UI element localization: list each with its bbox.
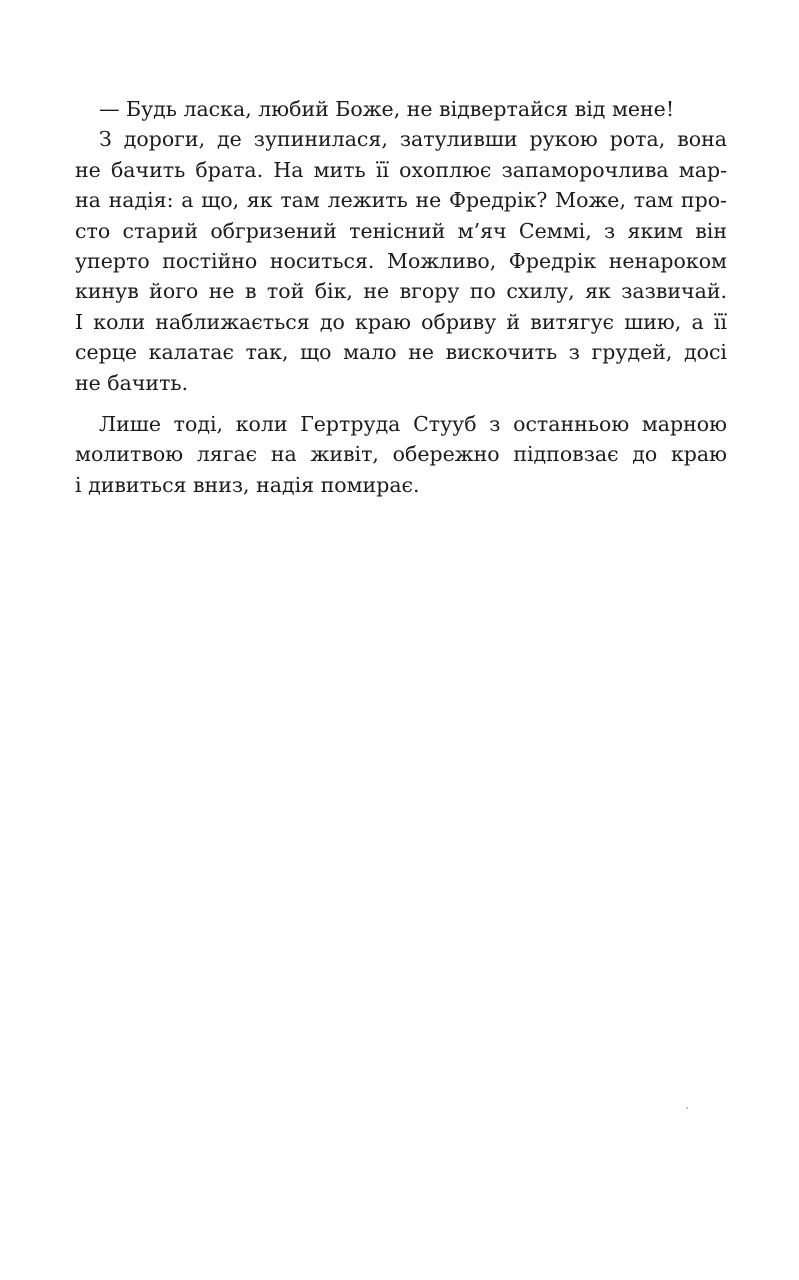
text-line: уперто постійно носиться. Можливо, Фредрік ненароком	[75, 248, 727, 273]
text-line: і дивиться вниз, надія помирає.	[75, 472, 420, 497]
text-line: не бачить брата. На мить її охоплює запаморочлива мар-	[75, 157, 727, 182]
body-text	[75, 94, 727, 500]
text-line: сто старий обгризений тенісний м’яч Семмі, з яким він	[75, 218, 727, 243]
text-line: — Будь ласка, любий Боже, не відвертайся від мене!	[99, 97, 675, 121]
text-line: серце калатає так, що мало не вискочить з грудей, досі	[75, 340, 727, 365]
text-line: не бачить.	[75, 370, 189, 395]
text-line: Лише тоді, коли Гертруда Стууб з останньою марною	[99, 411, 727, 436]
paragraph-1	[75, 94, 727, 124]
text-line: З дороги, де зупинилася, затуливши рукою рота, вона	[99, 127, 727, 152]
text-line: на надія: а що, як там лежить не Фредрік? Може, там про-	[75, 188, 727, 213]
text-line: молитвою лягає на живіт, обережно підповзає до краю	[75, 442, 727, 467]
paper-speck	[686, 1107, 688, 1109]
paragraph-2	[75, 124, 727, 398]
text-line: І коли наближається до краю обриву й витягує шию, а її	[75, 309, 727, 334]
paragraph-3	[75, 409, 727, 500]
paragraph-spacer	[75, 398, 727, 409]
text-line: кинув його не в той бік, не вгору по схилу, як зазвичай.	[75, 279, 727, 304]
